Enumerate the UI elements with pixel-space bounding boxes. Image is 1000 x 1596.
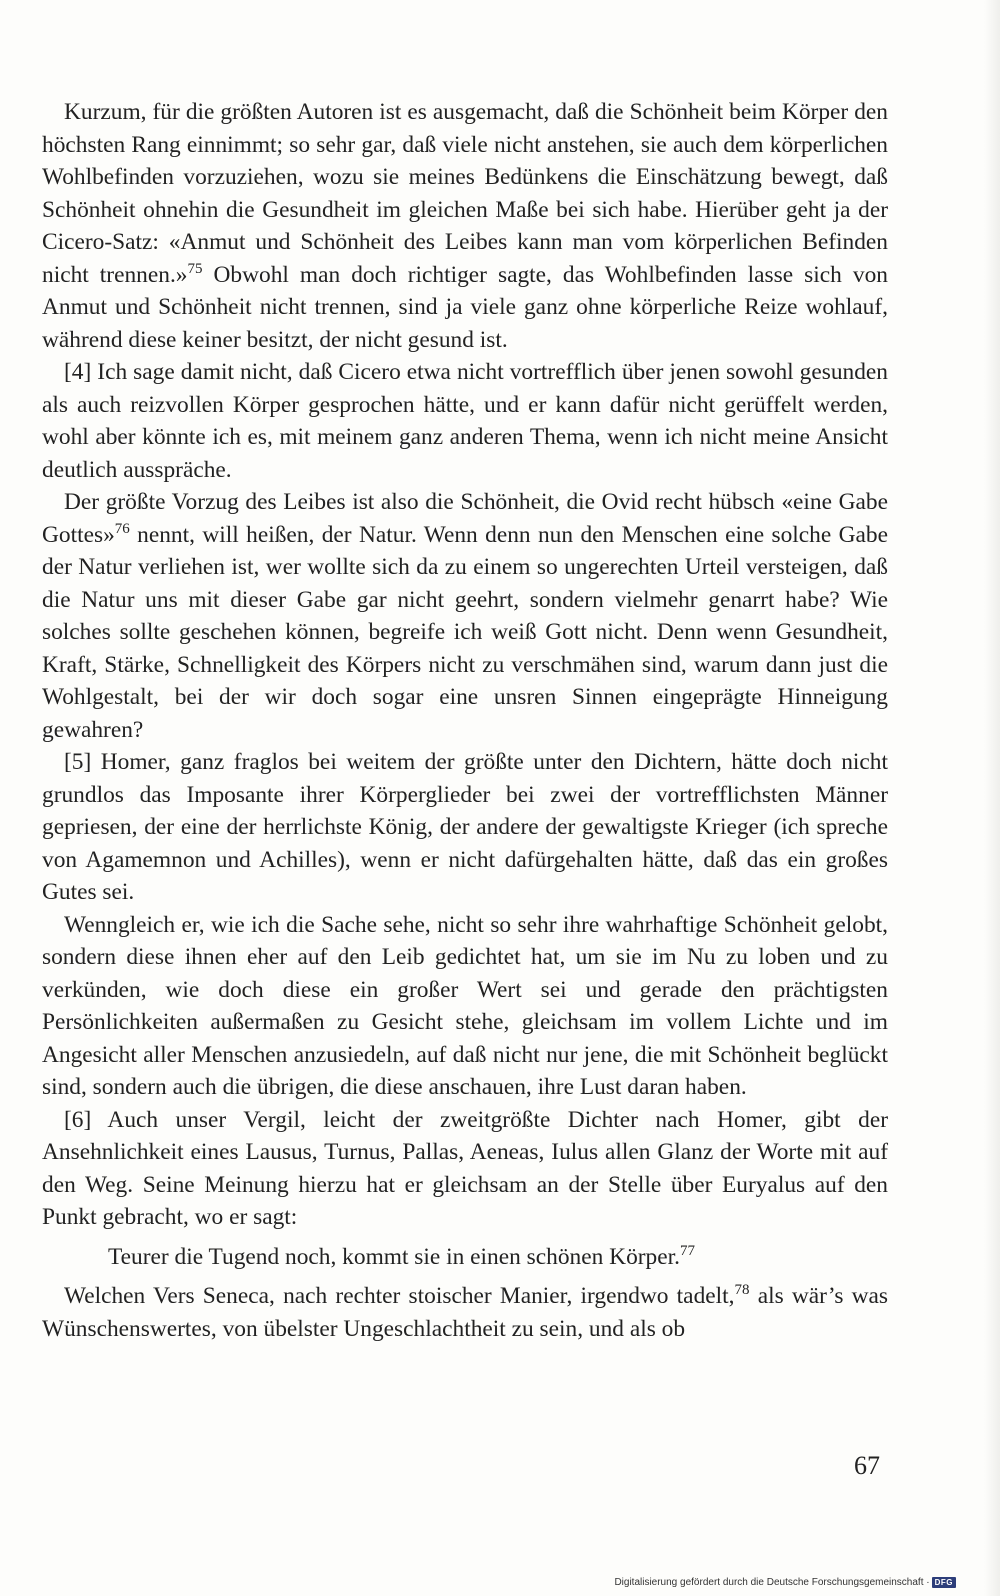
quote-text: Teurer die Tugend noch, kommt sie in einen schönen Körper. bbox=[108, 1243, 680, 1270]
footnote-ref: 78 bbox=[734, 1282, 750, 1298]
paragraph-7 bbox=[42, 1280, 888, 1345]
dfg-logo-icon: DFG bbox=[932, 1577, 956, 1588]
paragraph-text: Welchen Vers Seneca, nach rechter stoischer Manier, irgendwo tadelt, bbox=[64, 1283, 735, 1309]
paragraph-text: Kurzum, für die größten Autoren ist es ausgemacht, daß die Schönheit beim Körper den höchsten Rang einnimmt; so sehr gar, daß viele nicht anstehen, sie auch dem körperlichen Wohlbefinden vorzuziehen, wozu sie meines Bedünkens die Einschätzung bewegt, daß Schönheit ohnehin die Gesundheit im gleichen Maße bei sich habe. Hierüber geht ja der Cicero-Satz: «Anmut und Schönheit des Leibes kann man vom körperlichen Befinden nicht trennen.» bbox=[42, 99, 888, 288]
credit-text: Digitalisierung gefördert durch die Deutsche Forschungsgemeinschaft · bbox=[614, 1577, 930, 1588]
paragraph-text: Der größte Vorzug des Leibes ist also die Schönheit, die Ovid recht hübsch «eine Gabe Gottes» bbox=[42, 489, 888, 548]
paragraph-text: Obwohl man doch richtiger sagte, das Wohlbefinden lasse sich von Anmut und Schönheit nicht trennen, sind ja viele ganz ohne körperliche Reize wohlauf, während diese keiner besitzt, der nicht gesund ist. bbox=[42, 261, 888, 353]
paragraph-6 bbox=[42, 1104, 888, 1234]
paragraph-1 bbox=[42, 96, 888, 356]
body-text bbox=[42, 96, 888, 1345]
paragraph-5 bbox=[42, 909, 888, 1104]
paragraph-3 bbox=[42, 486, 888, 746]
paragraph-text: als wär’s was Wünschenswertes, von übelster Ungeschlachtheit zu sein, und als ob bbox=[42, 1283, 889, 1342]
paragraph-2 bbox=[42, 356, 888, 486]
paragraph-text: nennt, will heißen, der Natur. Wenn denn nun den Menschen eine solche Gabe der Natur verliehen ist, wer wollte sich da zu einem so ungerechten Urteil versteigen, daß die Natur uns mit dieser Gabe gar nicht geehrt, sondern vielmehr genarrt habe? Wie solches sollte geschehen können, begreife ich weiß Gott nicht. Denn wenn Gesundheit, Kraft, Stärke, Schnelligkeit des Körpers nicht zu verschmähen sind, warum dann just die Wohlgestalt, bei der wir doch sogar eine unsren Sinnen eingeprägte Hinneigung gewahren? bbox=[42, 521, 888, 743]
paragraph-text: Wenngleich er, wie ich die Sache sehe, nicht so sehr ihre wahrhaftige Schönheit gelobt, sondern diese ihnen eher auf den Leib gedichtet hat, um sie im Nu zu loben und zu verkünden, wie doch diese ein großer Wert sei und gerade den prächtigsten Persönlichkeiten außermaßen zu Gesicht stehe, gleichsam im vollem Lichte und im Angesicht aller Menschen anzusiedeln, auf daß nicht nur jene, die mit Schönheit beglückt sind, sondern auch die übrigen, die diese anschauen, ihre Lust daran haben. bbox=[42, 911, 888, 1100]
paragraph-text: [4] Ich sage damit nicht, daß Cicero etwa nicht vortrefflich über jenen sowohl gesunden als auch reizvollen Körper gesprochen hätte, und er kann dafür nicht gerüffelt werden, wohl aber könnte ich es, mit meinem ganz anderen Thema, wenn ich nicht meine Ansicht deutlich ausspräche. bbox=[42, 359, 888, 483]
footnote-ref: 75 bbox=[187, 260, 203, 277]
footnote-ref: 77 bbox=[679, 1242, 695, 1259]
page-number: 67 bbox=[854, 1451, 880, 1480]
verse-quote bbox=[42, 1241, 888, 1274]
page-edge-shadow bbox=[984, 0, 1000, 1596]
paragraph-4 bbox=[42, 746, 888, 909]
paragraph-text: [5] Homer, ganz fraglos bei weitem der größte unter den Dichtern, hätte doch nicht grundlos das Imposante ihrer Körperglieder bei zwei der vortrefflichsten Männer gepriesen, der eine der herrlichste König, der andere der gewaltigste Krieger (ich spreche von Agamemnon und Achilles), wenn er nicht dafürgehalten hätte, daß das ein großes Gutes sei. bbox=[42, 749, 888, 905]
paragraph-text: [6] Auch unser Vergil, leicht der zweitgrößte Dichter nach Homer, gibt der Ansehnlichkeit eines Lausus, Turnus, Pallas, Aeneas, Iulus allen Glanz der Worte mit auf den Weg. Seine Meinung hierzu hat er gleichsam an der Stelle über Euryalus auf den Punkt gebracht, wo er sagt: bbox=[42, 1106, 888, 1230]
footnote-ref: 76 bbox=[114, 520, 130, 537]
digitization-credit bbox=[614, 1577, 956, 1588]
